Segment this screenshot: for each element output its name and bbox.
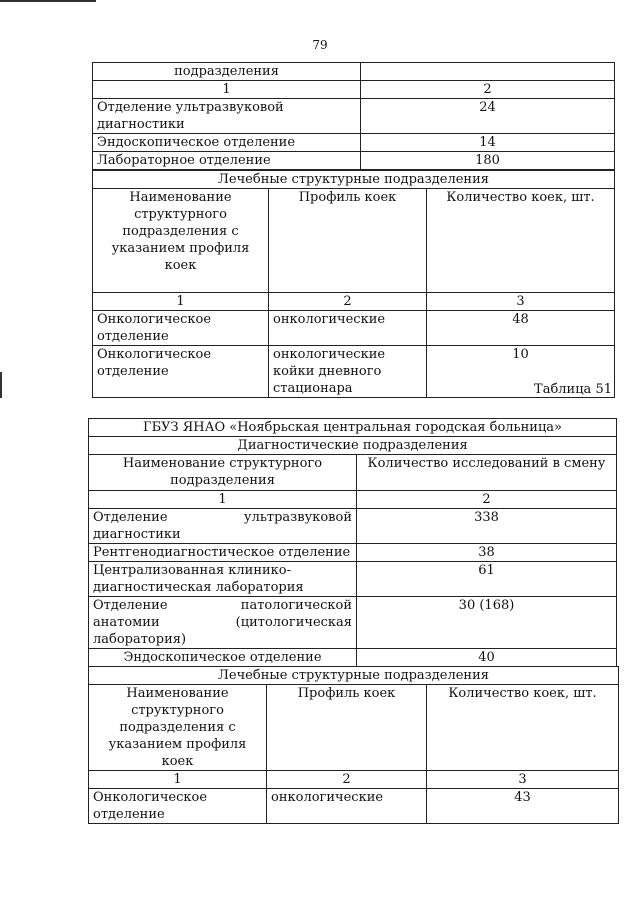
bed-profile: онкологические: [269, 311, 427, 346]
table-row: [89, 667, 619, 685]
table-row: [89, 685, 619, 771]
unit-name: Отделение ультразвуковой диагностики: [93, 99, 361, 134]
table-row: [89, 491, 617, 509]
table-row: [89, 544, 617, 562]
table-row: [93, 311, 615, 346]
table-row: [89, 437, 617, 455]
bed-count: 43: [427, 789, 619, 824]
column-number: 2: [357, 491, 617, 509]
unit-name: Отделение патологической анатомии (цитологическая лаборатория): [89, 597, 357, 649]
column-number: 2: [269, 293, 427, 311]
table-row: [93, 171, 615, 189]
column-number: 1: [93, 293, 269, 311]
hospital-title: ГБУЗ ЯНАО «Ноябрьская центральная городская больница»: [89, 419, 617, 437]
unit-value: 24: [361, 99, 615, 134]
header-cell: Профиль коек: [267, 685, 427, 771]
table-caption: Таблица 51: [534, 382, 612, 397]
header-cell: подразделения: [93, 63, 361, 81]
unit-name: Отделение ультразвуковой диагностики: [89, 509, 357, 544]
section-title: Диагностические подразделения: [89, 437, 617, 455]
table-row: [93, 293, 615, 311]
unit-value: 40: [357, 649, 617, 667]
unit-name: Рентгенодиагностическое отделение: [89, 544, 357, 562]
column-number: 3: [427, 771, 619, 789]
bed-count: 10: [427, 346, 615, 398]
table-row: [93, 134, 615, 152]
table-row: [89, 562, 617, 597]
table-row: [93, 99, 615, 134]
bed-count: 48: [427, 311, 615, 346]
unit-value: 14: [361, 134, 615, 152]
unit-value: 338: [357, 509, 617, 544]
unit-name: Эндоскопическое отделение: [93, 134, 361, 152]
unit-name: Онкологическое отделение: [93, 311, 269, 346]
column-number: 2: [267, 771, 427, 789]
table-row: [89, 649, 617, 667]
header-cell: Наименование структурного подразделения с указанием профиля коек: [89, 685, 267, 771]
scan-mark-top: [0, 0, 96, 2]
bed-profile: онкологические: [267, 789, 427, 824]
page-number: 79: [312, 38, 328, 52]
column-number: 1: [89, 771, 267, 789]
column-number: 1: [93, 81, 361, 99]
bed-profile: онкологические койки дневного стационара: [269, 346, 427, 398]
column-number: 1: [89, 491, 357, 509]
table-row: [89, 509, 617, 544]
header-cell: Наименование структурного подразделения: [89, 455, 357, 491]
table-row: [89, 455, 617, 491]
unit-value: 38: [357, 544, 617, 562]
table-row: [89, 597, 617, 649]
table-row: [93, 152, 615, 170]
column-number: 3: [427, 293, 615, 311]
header-cell: Количество коек, шт.: [427, 685, 619, 771]
header-cell: Профиль коек: [269, 189, 427, 293]
unit-name: Онкологическое отделение: [89, 789, 267, 824]
table51-treatment-table: [88, 666, 619, 824]
scan-mark-left: [0, 372, 2, 398]
header-cell: Количество коек, шт.: [427, 189, 615, 293]
unit-name: Лабораторное отделение: [93, 152, 361, 170]
top-diagnostic-table: [92, 62, 615, 170]
unit-value: 61: [357, 562, 617, 597]
top-treatment-table: [92, 170, 615, 398]
unit-name: Онкологическое отделение: [93, 346, 269, 398]
table-row: [89, 771, 619, 789]
unit-value: 30 (168): [357, 597, 617, 649]
column-number: 2: [361, 81, 615, 99]
unit-name: Централизованная клинико-диагностическая лаборатория: [89, 562, 357, 597]
table-row: [93, 189, 615, 293]
table51-diagnostic-table: [88, 418, 617, 667]
unit-value: 180: [361, 152, 615, 170]
table-row: [89, 789, 619, 824]
header-cell: [361, 63, 615, 81]
table-row: [93, 81, 615, 99]
unit-name: Эндоскопическое отделение: [89, 649, 357, 667]
table-row: [89, 419, 617, 437]
section-title: Лечебные структурные подразделения: [89, 667, 619, 685]
header-cell: Количество исследований в смену: [357, 455, 617, 491]
header-cell: Наименование структурного подразделения с указанием профиля коек: [93, 189, 269, 293]
table-row: [93, 63, 615, 81]
section-title: Лечебные структурные подразделения: [93, 171, 615, 189]
